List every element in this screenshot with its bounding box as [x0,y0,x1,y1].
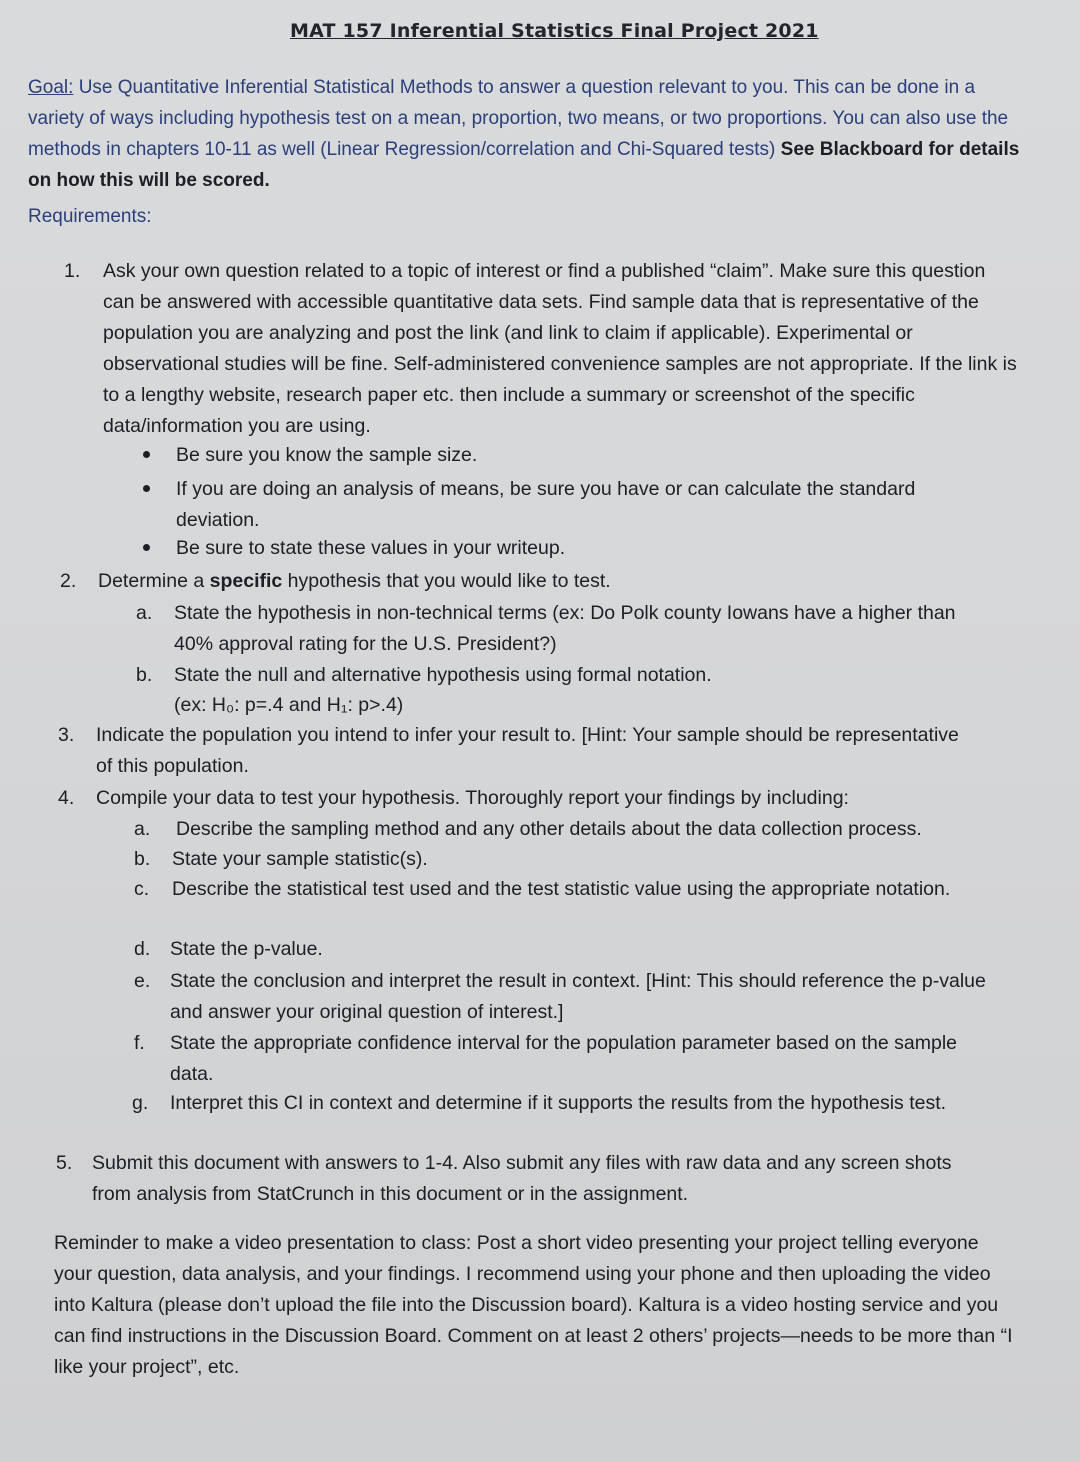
sub-letter: g. [132,1092,149,1114]
item-text-bold: specific [209,570,283,592]
goal-text: Use Quantitative Inferential Statistical Methods to answer a question relevant to you. This can be done in a variety of ways including hypothesis test on a mean, proportion, two means, or two proportions. You can also use the methods in chapters 10-11 as well (Linear Regression/correlation and Chi-Squared tests) [28,77,1009,160]
item-text: Indicate the population you intend to infer your result to. [Hint: Your sample should be representative of this population. [96,724,959,777]
sub-text: State the null and alternative hypothesis using formal notation. [174,664,712,686]
bullet-icon [143,485,150,492]
item-text-post: hypothesis that you would like to test. [282,570,611,592]
sub-letter: f. [134,1032,145,1054]
item-number: 3. [58,724,75,746]
sub-text: State your sample statistic(s). [172,848,428,870]
goal-label: Goal: [28,77,74,98]
goal-paragraph [28,72,1028,196]
sub-text: Interpret this CI in context and determine if it supports the results from the hypothesis test. [170,1092,947,1114]
item-number: 5. [56,1152,73,1174]
requirements-heading: Requirements: [28,206,152,227]
item-text-pre: Determine a [98,570,210,592]
sub-text: State the hypothesis in non-technical terms (ex: Do Polk county Iowans have a higher than 40% approval rating for the U.S. President?) [174,602,956,655]
item-text: Submit this document with answers to 1-4. Also submit any files with raw data and any screen shots from analysis from StatCrunch in this document or in the assignment. [92,1152,952,1205]
sub-letter: b. [136,664,153,686]
item-text: Compile your data to test your hypothesis. Thoroughly report your findings by including: [96,787,849,809]
video-reminder-paragraph: Reminder to make a video presentation to class: Post a short video presenting your project telling everyone your question, data analysis, and your findings. I recommend using your phone and then uploading the video into Kaltura (please don’t upload the file into the Discussion board). Kaltura is a video hosting service and you can find instructions in the Discussion Board. Comment on at least 2 others’ projects—needs to be more than “I like your project”, etc. [54,1232,1013,1378]
document-title: MAT 157 Inferential Statistics Final Project 2021 [290,20,819,42]
bullet-item: If you are doing an analysis of means, be sure you have or can calculate the standard deviation. [176,478,916,531]
sub-letter: c. [134,878,150,900]
bullet-item: Be sure to state these values in your writeup. [176,537,566,559]
item-number: 2. [60,570,77,592]
sub-letter: a. [136,602,153,624]
item-text [98,566,1018,597]
bullet-item: Be sure you know the sample size. [176,444,478,466]
sub-text: Describe the sampling method and any other details about the data collection process. [176,818,922,840]
sub-text: State the p-value. [170,938,323,960]
sub-letter: d. [134,938,151,960]
sub-text: Describe the statistical test used and the test statistic value using the appropriate notation. [172,878,951,900]
item-number: 4. [58,787,75,809]
item-number: 1. [64,260,81,282]
goal-scoring-note: See Blackboard for details on how this will be scored. [28,139,1020,191]
sub-letter: b. [134,848,151,870]
sub-text: State the conclusion and interpret the result in context. [Hint: This should reference the p-value and answer your original question of interest.] [170,970,986,1023]
sub-text-example: (ex: H₀: p=.4 and H₁: p>.4) [174,694,404,716]
sub-text: State the appropriate confidence interval for the population parameter based on the sample data. [170,1032,958,1085]
sub-letter: a. [134,818,151,840]
sub-letter: e. [134,970,151,992]
bullet-icon [143,451,150,458]
bullet-icon [143,544,150,551]
item-text: Ask your own question related to a topic of interest or find a published “claim”. Make sure this question can be answered with accessible quantitative data sets. Find sample data that is representative of the population you are analyzing and post the link (and link to claim if applicable). Experimental or observational studies will be fine. Self-administered convenience samples are not appropriate. If the link is to a lengthy website, research paper etc. then include a summary or screenshot of the specific data/information you are using. [103,260,1017,437]
